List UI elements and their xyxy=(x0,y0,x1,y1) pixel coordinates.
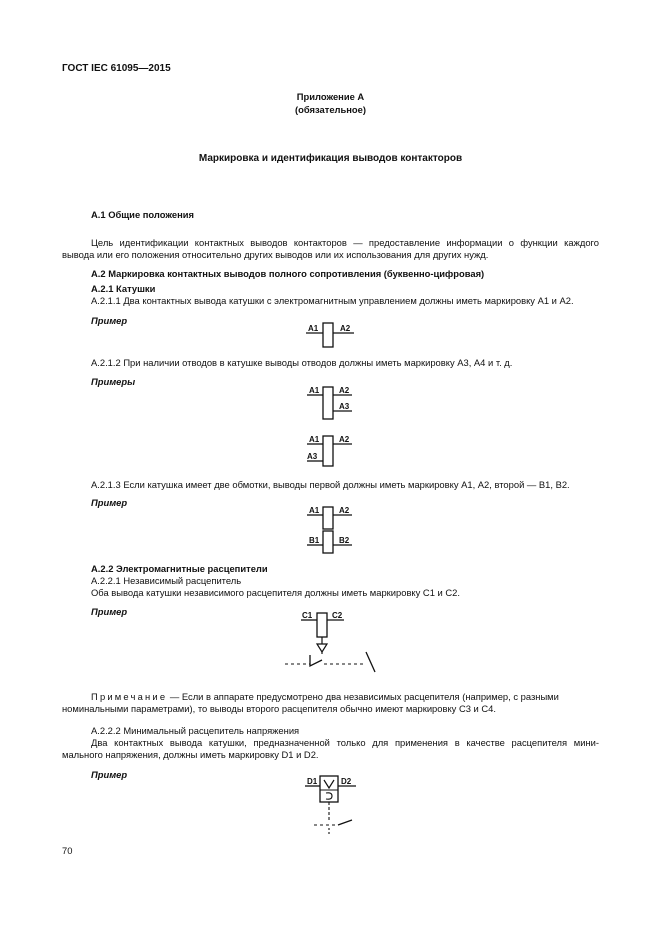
coil-diagram-tap-right xyxy=(302,382,362,424)
annex-title: Приложение А xyxy=(296,91,365,102)
label-a2: A2 xyxy=(340,324,351,333)
label-a1: A1 xyxy=(309,506,320,515)
coil-diagram-a1-a2 xyxy=(300,318,360,352)
label-a2: A2 xyxy=(339,506,350,515)
example-label-4: Пример xyxy=(91,606,128,617)
note-label: Примечание xyxy=(91,691,168,702)
coil-symbol-1 xyxy=(323,507,333,529)
coil-symbol xyxy=(317,613,327,637)
annex-status: (обязательное) xyxy=(295,104,366,115)
label-a1: A1 xyxy=(309,386,320,395)
section-a2-heading: А.2 Маркировка контактных выводов полного сопротивления (буквенно-цифровая) xyxy=(91,268,485,279)
contact-icon xyxy=(338,820,352,825)
coil-diagram-tap-left xyxy=(302,431,362,471)
note-line2: номинальными параметрами), то выводы второго расцепителя обычно имеют маркировку С3 и С4. xyxy=(62,703,496,714)
example-label-3: Пример xyxy=(91,497,128,508)
coil-symbol-2 xyxy=(323,531,333,553)
coil-symbol xyxy=(323,387,333,419)
a2221-heading: А.2.2.1 Независимый расцепитель xyxy=(91,575,242,586)
main-title: Маркировка и идентификация выводов контакторов xyxy=(198,153,463,164)
coil-diagram-two-windings xyxy=(302,501,362,555)
examples-label-2: Примеры xyxy=(91,376,136,387)
label-a3: A3 xyxy=(339,402,350,411)
coil-symbol xyxy=(323,323,333,347)
note-line1 xyxy=(91,691,559,703)
section-a1-heading: А.1 Общие положения xyxy=(91,209,194,220)
label-a2: A2 xyxy=(339,435,350,444)
label-a2: A2 xyxy=(339,386,350,395)
example-label-1: Пример xyxy=(91,315,128,326)
shunt-release-diagram xyxy=(280,608,385,678)
a1-paragraph-line2: вывода или его положения относительно других выводов или их использования для других нужд. xyxy=(62,249,489,260)
a2222-line1: Два контактных вывода катушки, предназначенной только для применения в качестве расцепителя мини- xyxy=(91,737,599,748)
delay-icon xyxy=(326,793,332,799)
trip-arrow-icon xyxy=(317,644,327,652)
label-c1: C1 xyxy=(302,611,313,620)
undervoltage-release-diagram xyxy=(300,772,370,840)
a2213-text: А.2.1.3 Если катушка имеет две обмотки, выводы первой должны иметь маркировку А1, А2, второй — В1, В2. xyxy=(91,479,570,490)
label-b1: B1 xyxy=(309,536,320,545)
contact-icon xyxy=(366,652,375,672)
latch-icon xyxy=(310,655,322,666)
label-d1: D1 xyxy=(307,777,318,786)
example-label-5: Пример xyxy=(91,769,128,780)
standard-header: ГОСТ IEC 61095—2015 xyxy=(62,63,171,74)
a221-heading: А.2.1 Катушки xyxy=(91,283,156,294)
a2221-text: Оба вывода катушки независимого расцепителя должны иметь маркировку С1 и С2. xyxy=(91,587,460,598)
a1-paragraph-line1: Цель идентификации контактных выводов контакторов — предоставление информации о функции каждого xyxy=(91,237,599,248)
note-text-1: — Если в аппарате предусмотрено два независимых расцепителя (например, с разными xyxy=(169,691,559,702)
label-c2: C2 xyxy=(332,611,343,620)
page-number: 70 xyxy=(62,845,73,856)
label-a1: A1 xyxy=(309,435,320,444)
a2222-heading: А.2.2.2 Минимальный расцепитель напряжения xyxy=(91,725,300,736)
a222-heading: А.2.2 Электромагнитные расцепители xyxy=(91,563,268,574)
label-b2: B2 xyxy=(339,536,350,545)
label-a3: A3 xyxy=(307,452,318,461)
label-a1: A1 xyxy=(308,324,319,333)
coil-symbol xyxy=(323,436,333,466)
a2222-line2: мального напряжения, должны иметь маркировку D1 и D2. xyxy=(62,749,319,760)
label-d2: D2 xyxy=(341,777,352,786)
a2211-text: А.2.1.1 Два контактных вывода катушки с электромагнитным управлением должны иметь маркировку А1 и А2. xyxy=(91,295,574,306)
undervoltage-v-icon xyxy=(324,780,334,788)
a2212-text: А.2.1.2 При наличии отводов в катушке выводы отводов должны иметь маркировку А3, А4 и т. д. xyxy=(91,357,513,368)
